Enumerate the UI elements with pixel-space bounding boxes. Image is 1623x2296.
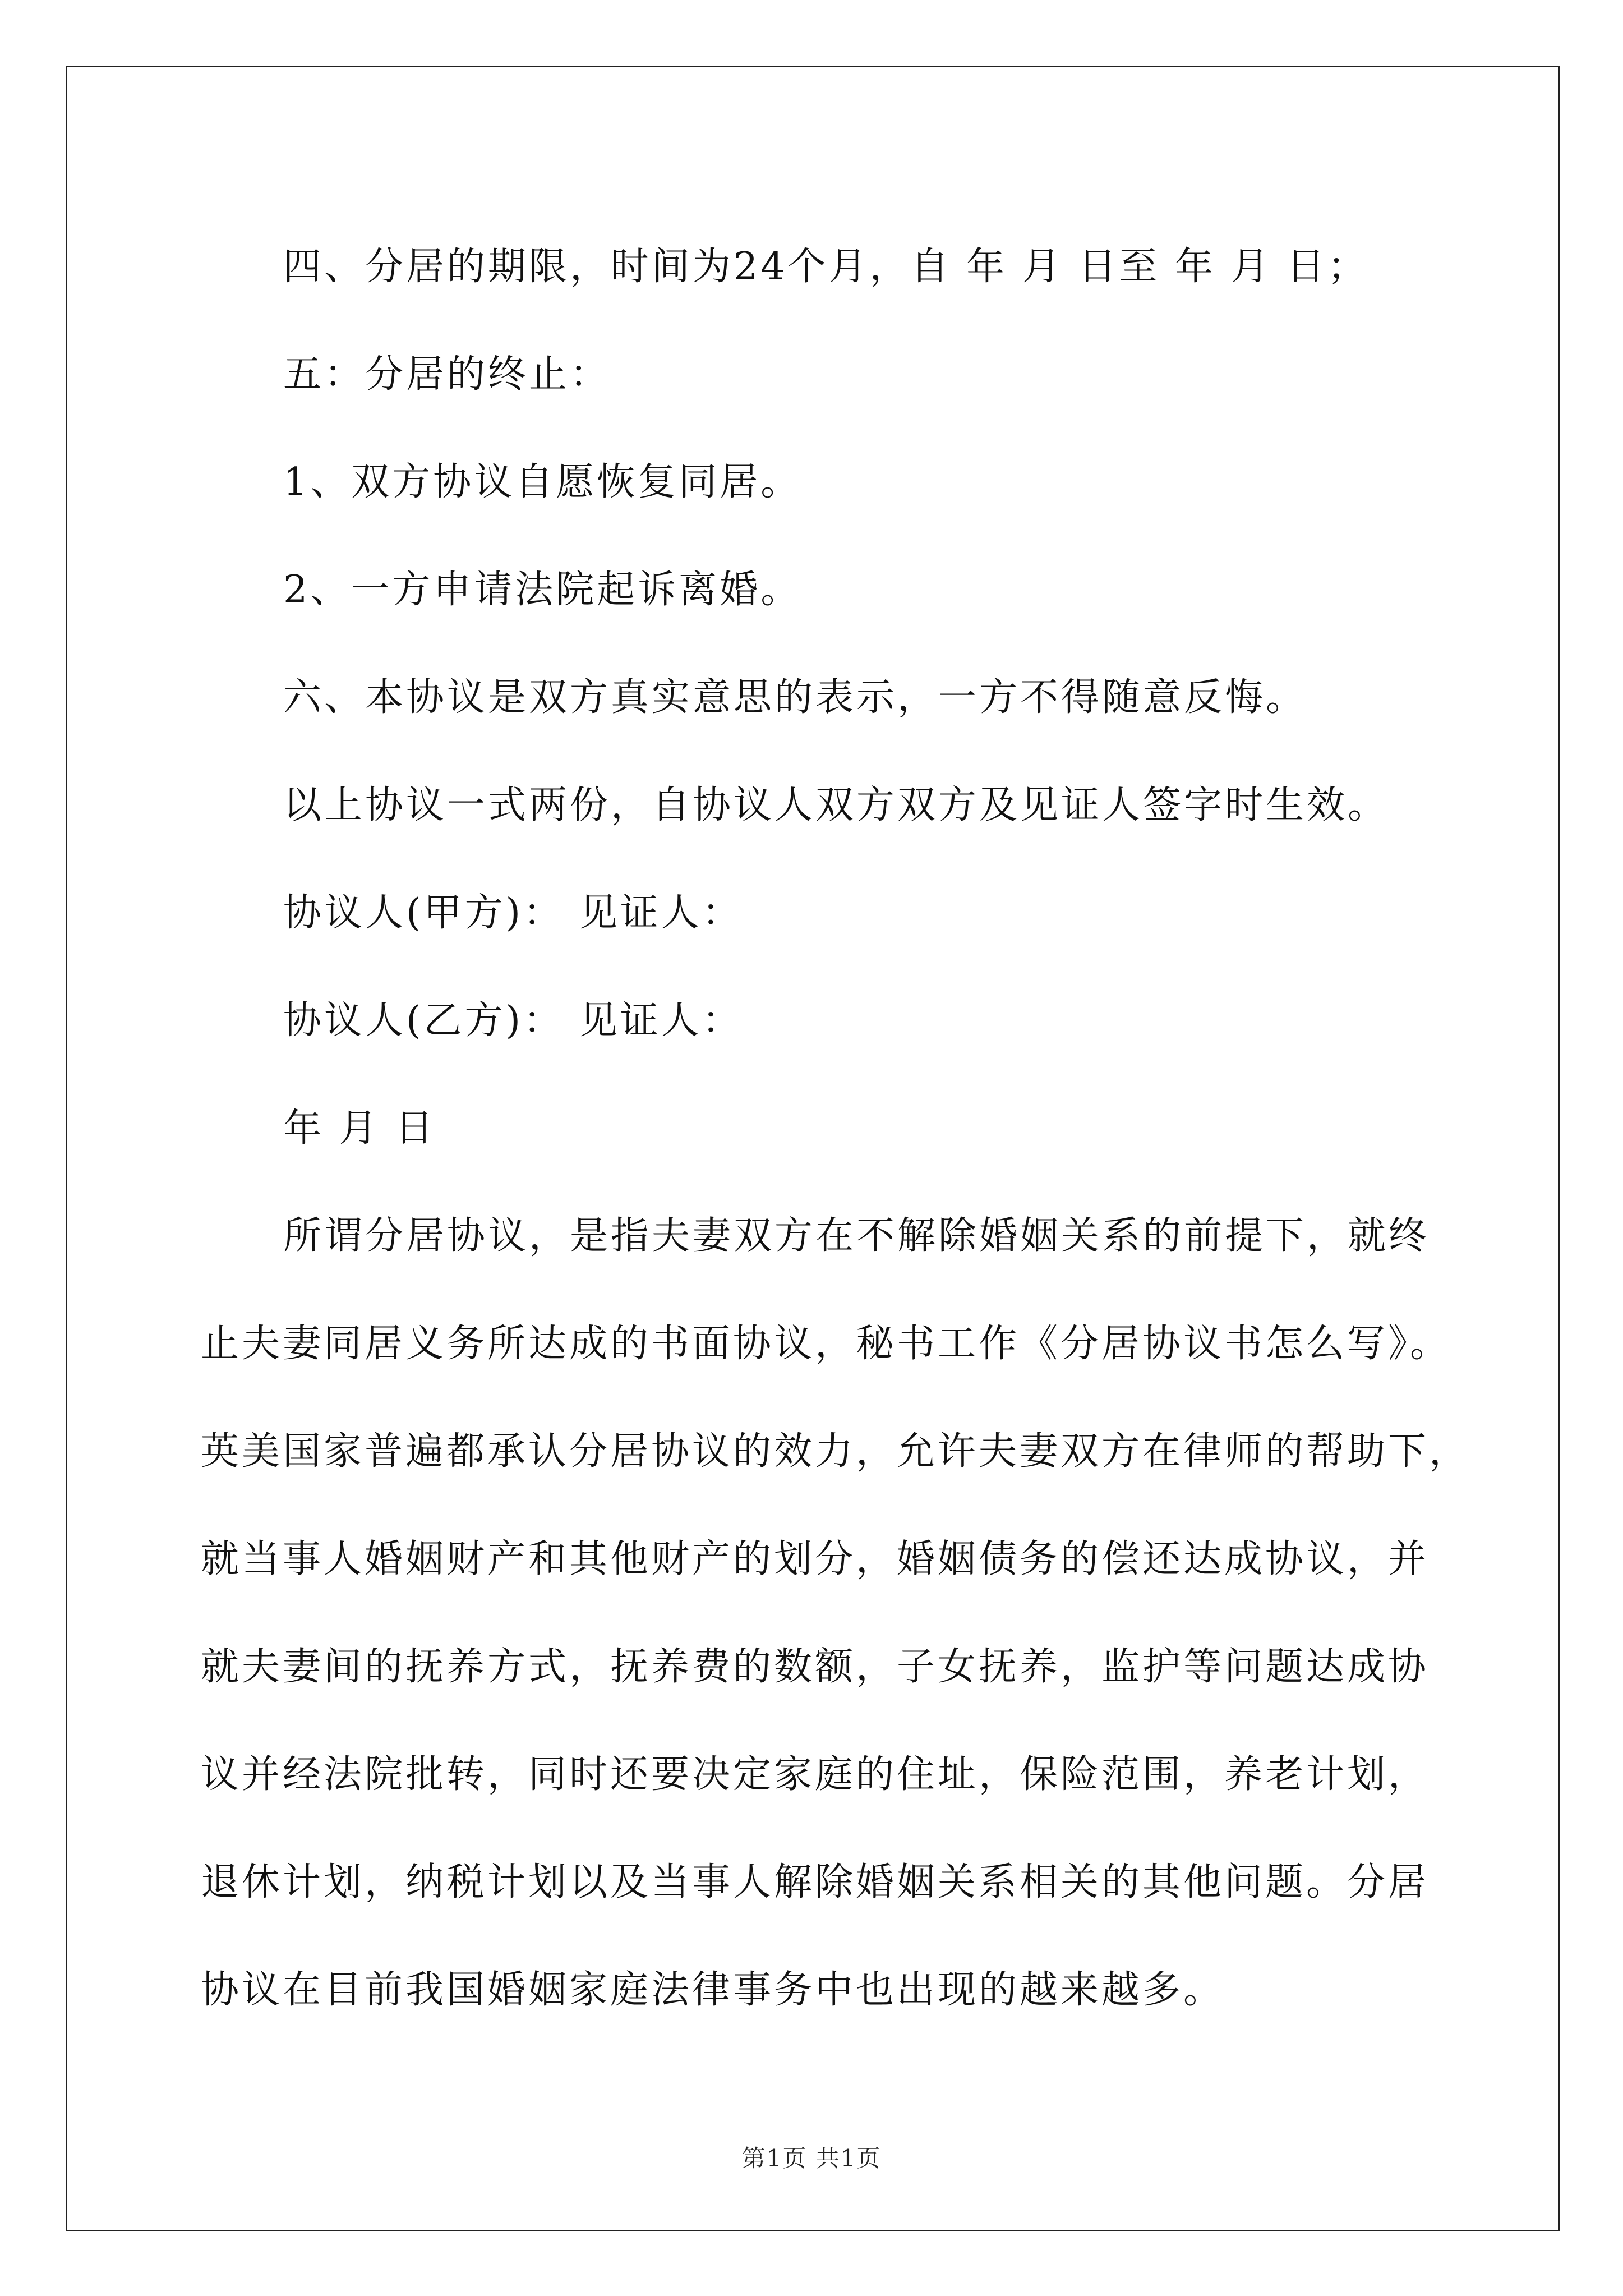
text-line: 四、分居的期限，时间为24个月，自 年 月 日至 年 月 日； xyxy=(283,245,1369,289)
document-body xyxy=(201,213,1470,2044)
text-line: 英美国家普遍都承认分居协议的效力，允许夫妻双方在律师的帮助下， xyxy=(201,1429,1470,1474)
text-line: 所谓分居协议，是指夫妻双方在不解除婚姻关系的前提下，就终 xyxy=(283,1214,1430,1258)
text-line: 协议人(甲方)： 见证人： xyxy=(283,891,743,935)
text-line: 年 月 日 xyxy=(283,1106,436,1151)
text-line: 以上协议一式两份，自协议人双方双方及见证人签字时生效。 xyxy=(283,783,1389,827)
text-line: 就夫妻间的抚养方式，抚养费的数额，子女抚养，监护等问题达成协 xyxy=(201,1645,1430,1689)
text-line: 退休计划，纳税计划以及当事人解除婚姻关系相关的其他问题。分居 xyxy=(201,1860,1430,1904)
text-line: 五：分居的终止： xyxy=(283,352,611,397)
text-line: 协议人(乙方)： 见证人： xyxy=(283,999,743,1043)
text-line: 就当事人婚姻财产和其他财产的划分，婚姻债务的偿还达成协议，并 xyxy=(201,1537,1430,1581)
text-line: 协议在目前我国婚姻家庭法律事务中也出现的越来越多。 xyxy=(201,1968,1225,2012)
page-number: 第1页 共1页 xyxy=(741,2145,882,2172)
text-line: 议并经法院批转，同时还要决定家庭的住址，保险范围，养老计划， xyxy=(201,1752,1430,1797)
text-line: 六、本协议是双方真实意思的表示，一方不得随意反悔。 xyxy=(283,675,1307,720)
text-line: 止夫妻同居义务所达成的书面协议，秘书工作《分居协议书怎么写》。 xyxy=(201,1322,1451,1366)
text-line: 2、一方申请法院起诉离婚。 xyxy=(283,568,802,612)
text-line: 1、双方协议自愿恢复同居。 xyxy=(283,460,802,504)
